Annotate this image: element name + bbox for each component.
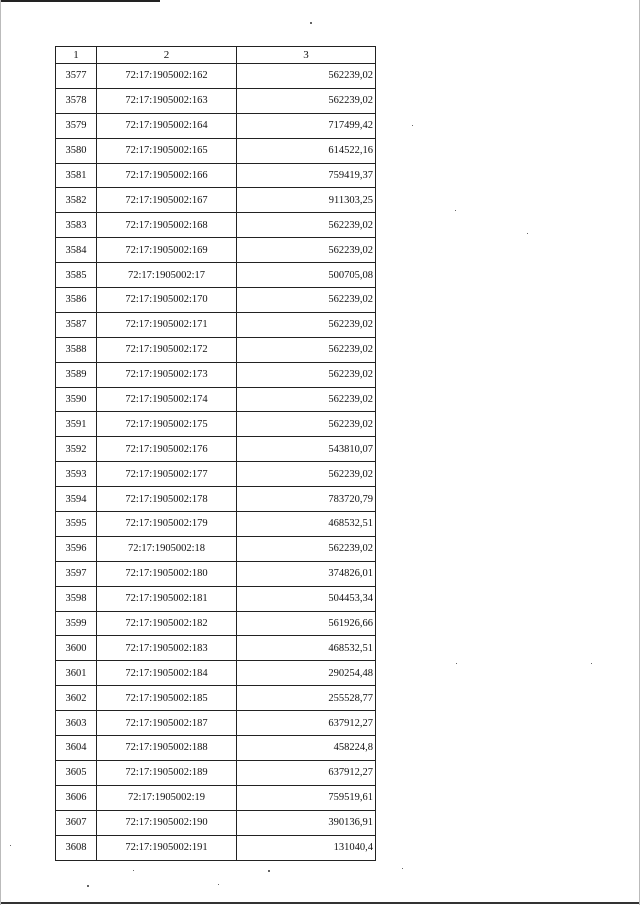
table-row [56,611,376,636]
row-number-cell: 3593 [56,462,97,487]
cadastral-number-cell: 72:17:1905002:172 [97,337,237,362]
cadastral-number-cell: 72:17:1905002:178 [97,487,237,512]
cadastral-value-cell: 562239,02 [237,387,376,412]
row-number-cell: 3598 [56,586,97,611]
scan-edge-left [0,0,1,905]
cadastral-value-cell: 290254,48 [237,661,376,686]
scan-speck [10,845,11,846]
row-number-cell: 3606 [56,785,97,810]
cadastral-number-cell: 72:17:1905002:177 [97,462,237,487]
row-number-cell: 3588 [56,337,97,362]
cadastral-value-cell: 561926,66 [237,611,376,636]
table-row [56,163,376,188]
cadastral-value-cell: 504453,34 [237,586,376,611]
cadastral-value-cell: 759419,37 [237,163,376,188]
cadastral-number-cell: 72:17:1905002:19 [97,785,237,810]
table-row [56,462,376,487]
cadastral-number-cell: 72:17:1905002:187 [97,711,237,736]
table-row [56,586,376,611]
cadastral-number-cell: 72:17:1905002:182 [97,611,237,636]
row-number-cell: 3602 [56,686,97,711]
row-number-cell: 3582 [56,188,97,213]
table-row [56,835,376,860]
cadastral-number-cell: 72:17:1905002:171 [97,312,237,337]
cadastral-value-cell: 911303,25 [237,188,376,213]
table-row [56,387,376,412]
cadastral-number-cell: 72:17:1905002:166 [97,163,237,188]
cadastral-value-cell: 562239,02 [237,412,376,437]
table-row [56,288,376,313]
cadastral-number-cell: 72:17:1905002:180 [97,561,237,586]
table-row [56,238,376,263]
row-number-cell: 3601 [56,661,97,686]
table-row [56,686,376,711]
row-number-cell: 3605 [56,760,97,785]
table-row [56,263,376,288]
table-row [56,337,376,362]
cadastral-value-cell: 562239,02 [237,337,376,362]
table-header-row [56,47,376,64]
cadastral-value-cell: 717499,42 [237,113,376,138]
cadastral-number-cell: 72:17:1905002:170 [97,288,237,313]
row-number-cell: 3587 [56,312,97,337]
cadastral-value-cell: 562239,02 [237,462,376,487]
table-row [56,437,376,462]
row-number-cell: 3583 [56,213,97,238]
cadastral-value-cell: 468532,51 [237,636,376,661]
table-row [56,512,376,537]
row-number-cell: 3599 [56,611,97,636]
row-number-cell: 3580 [56,138,97,163]
row-number-cell: 3590 [56,387,97,412]
cadastral-value-table [55,46,376,861]
table-row [56,810,376,835]
row-number-cell: 3596 [56,536,97,561]
row-number-cell: 3607 [56,810,97,835]
row-number-cell: 3578 [56,88,97,113]
scan-edge-top [0,0,160,2]
cadastral-value-cell: 614522,16 [237,138,376,163]
cadastral-number-cell: 72:17:1905002:188 [97,736,237,761]
row-number-cell: 3597 [56,561,97,586]
row-number-cell: 3577 [56,64,97,89]
table-row [56,312,376,337]
scan-speck [527,233,528,234]
cadastral-value-cell: 562239,02 [237,64,376,89]
row-number-cell: 3581 [56,163,97,188]
table-row [56,711,376,736]
cadastral-value-cell: 562239,02 [237,362,376,387]
cadastral-number-cell: 72:17:1905002:164 [97,113,237,138]
cadastral-number-cell: 72:17:1905002:169 [97,238,237,263]
scan-speck [456,663,457,664]
table-row [56,760,376,785]
row-number-cell: 3594 [56,487,97,512]
cadastral-number-cell: 72:17:1905002:185 [97,686,237,711]
column-header-1: 1 [56,47,97,64]
cadastral-value-cell: 458224,8 [237,736,376,761]
row-number-cell: 3600 [56,636,97,661]
table-row [56,188,376,213]
row-number-cell: 3584 [56,238,97,263]
cadastral-number-cell: 72:17:1905002:189 [97,760,237,785]
scan-edge-bottom [0,902,640,904]
cadastral-number-cell: 72:17:1905002:179 [97,512,237,537]
row-number-cell: 3579 [56,113,97,138]
table-row [56,213,376,238]
scan-speck [87,885,89,887]
scan-speck [268,870,270,872]
cadastral-value-cell: 374826,01 [237,561,376,586]
cadastral-number-cell: 72:17:1905002:190 [97,810,237,835]
cadastral-value-cell: 783720,79 [237,487,376,512]
cadastral-value-cell: 759519,61 [237,785,376,810]
table-row [56,88,376,113]
row-number-cell: 3592 [56,437,97,462]
row-number-cell: 3603 [56,711,97,736]
cadastral-value-cell: 637912,27 [237,760,376,785]
row-number-cell: 3586 [56,288,97,313]
table-row [56,561,376,586]
column-header-2: 2 [97,47,237,64]
table-row [56,536,376,561]
row-number-cell: 3608 [56,835,97,860]
cadastral-value-cell: 562239,02 [237,288,376,313]
cadastral-value-cell: 543810,07 [237,437,376,462]
row-number-cell: 3595 [56,512,97,537]
table-row [56,362,376,387]
row-number-cell: 3589 [56,362,97,387]
cadastral-value-cell: 255528,77 [237,686,376,711]
cadastral-value-cell: 131040,4 [237,835,376,860]
cadastral-number-cell: 72:17:1905002:181 [97,586,237,611]
cadastral-number-cell: 72:17:1905002:191 [97,835,237,860]
row-number-cell: 3585 [56,263,97,288]
cadastral-number-cell: 72:17:1905002:175 [97,412,237,437]
cadastral-value-cell: 562239,02 [237,312,376,337]
table-row [56,785,376,810]
table-row [56,636,376,661]
scan-speck [455,210,456,211]
cadastral-number-cell: 72:17:1905002:176 [97,437,237,462]
cadastral-value-cell: 390136,91 [237,810,376,835]
table-row [56,412,376,437]
table-body [56,64,376,861]
cadastral-value-cell: 500705,08 [237,263,376,288]
table-row [56,487,376,512]
table-row [56,113,376,138]
cadastral-number-cell: 72:17:1905002:162 [97,64,237,89]
cadastral-value-cell: 562239,02 [237,238,376,263]
column-header-3: 3 [237,47,376,64]
table-row [56,736,376,761]
cadastral-number-cell: 72:17:1905002:183 [97,636,237,661]
cadastral-number-cell: 72:17:1905002:17 [97,263,237,288]
scan-speck [133,870,134,871]
cadastral-number-cell: 72:17:1905002:184 [97,661,237,686]
cadastral-value-cell: 468532,51 [237,512,376,537]
table-row [56,661,376,686]
scan-speck [402,868,403,869]
scan-speck [591,663,592,664]
row-number-cell: 3604 [56,736,97,761]
cadastral-number-cell: 72:17:1905002:18 [97,536,237,561]
cadastral-number-cell: 72:17:1905002:165 [97,138,237,163]
cadastral-number-cell: 72:17:1905002:163 [97,88,237,113]
cadastral-value-cell: 637912,27 [237,711,376,736]
table-row [56,64,376,89]
row-number-cell: 3591 [56,412,97,437]
cadastral-value-cell: 562239,02 [237,213,376,238]
cadastral-value-cell: 562239,02 [237,536,376,561]
cadastral-number-cell: 72:17:1905002:174 [97,387,237,412]
cadastral-number-cell: 72:17:1905002:167 [97,188,237,213]
scan-speck [218,884,219,885]
cadastral-value-cell: 562239,02 [237,88,376,113]
table-row [56,138,376,163]
scan-speck [412,125,413,126]
scan-speck [310,22,312,24]
cadastral-number-cell: 72:17:1905002:173 [97,362,237,387]
cadastral-number-cell: 72:17:1905002:168 [97,213,237,238]
